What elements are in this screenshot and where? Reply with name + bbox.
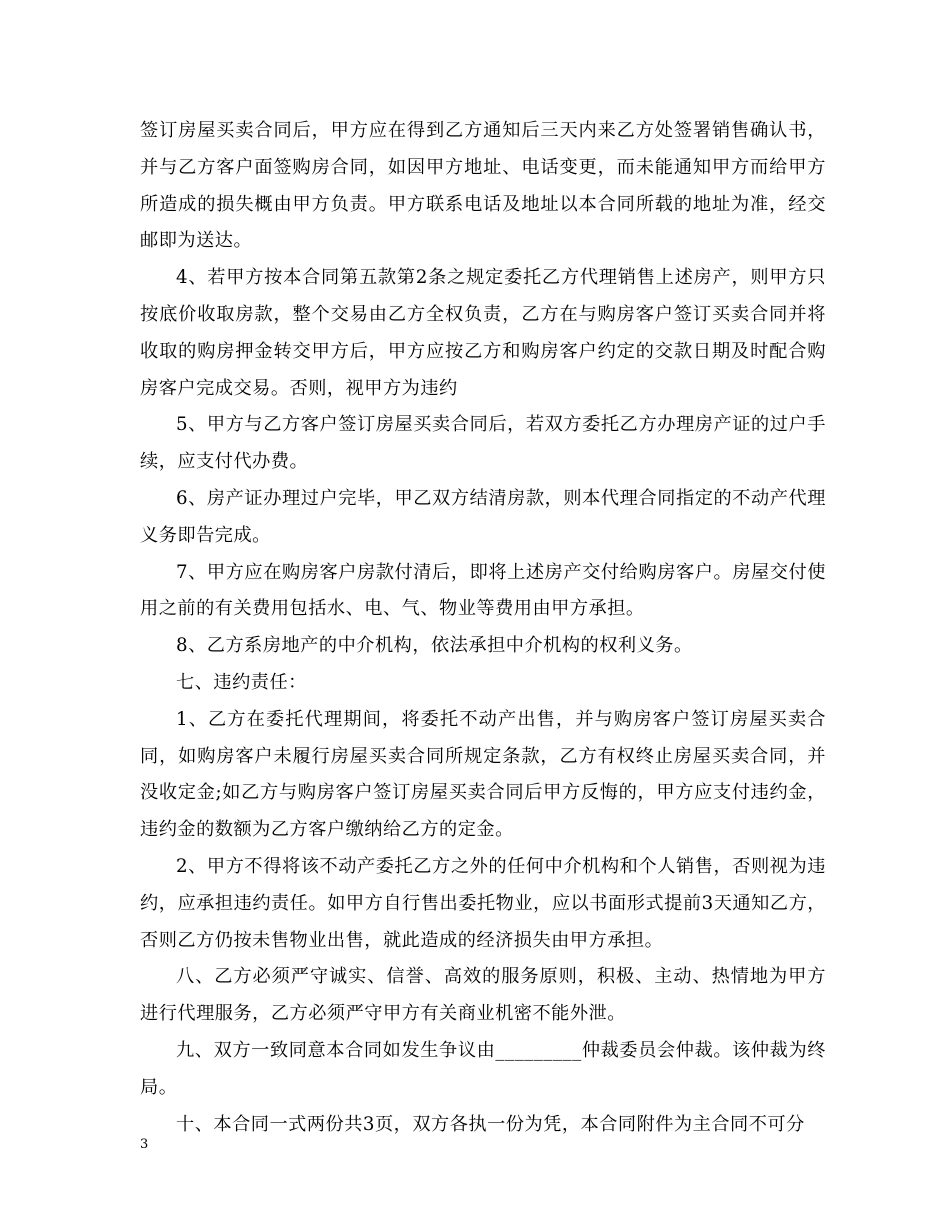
page-number: 3: [140, 1137, 149, 1152]
paragraph-continuation: 签订房屋买卖合同后，甲方应在得到乙方通知后三天内来乙方处签署销售确认书，并与乙方客户面签购房合同，如因甲方地址、电话变更，而未能通知甲方而给甲方所造成的损失概由甲方负责。甲方联系电话及地址以本合同所载的地址为准，经交邮即为送达。: [140, 120, 826, 252]
paragraph-clause-5: 5、甲方与乙方客户签订房屋买卖合同后，若双方委托乙方办理房产证的过户手续，应支付代办费。: [140, 414, 826, 473]
paragraph-clause-6: 6、房产证办理过户完毕，甲乙双方结清房款，则本代理合同指定的不动产代理义务即告完成。: [140, 487, 826, 546]
paragraph-clause-4: 4、若甲方按本合同第五款第2条之规定委托乙方代理销售上述房产，则甲方只按底价收取房款，整个交易由乙方全权负责，乙方在与购房客户签订买卖合同并将收取的购房押金转交甲方后，甲方应按乙方和购房客户约定的交款日期及时配合购房客户完成交易。否则，视甲方为违约: [140, 267, 826, 399]
paragraph-section-9-arbitration: 九、双方一致同意本合同如发生争议由_________仲裁委员会仲裁。该仲裁为终局。: [140, 1039, 826, 1098]
paragraph-clause-7: 7、甲方应在购房客户房款付清后，即将上述房产交付给购房客户。房屋交付使用之前的有关费用包括水、电、气、物业等费用由甲方承担。: [140, 561, 826, 620]
document-body: [140, 113, 826, 1143]
paragraph-breach-clause-1: 1、乙方在委托代理期间，将委托不动产出售，并与购房客户签订房屋买卖合同，如购房客户未履行房屋买卖合同所规定条款，乙方有权终止房屋买卖合同，并没收定金;如乙方与购房客户签订房屋买卖合同后甲方反悔的，甲方应支付违约金，违约金的数额为乙方客户缴纳给乙方的定金。: [140, 708, 826, 841]
paragraph-section-8: 八、乙方必须严守诚实、信誉、高效的服务原则，积极、主动、热情地为甲方进行代理服务，乙方必须严守甲方有关商业机密不能外泄。: [140, 966, 826, 1025]
section-heading-breach-liability: 七、违约责任：: [176, 671, 307, 693]
paragraph-clause-8: 8、乙方系房地产的中介机构，依法承担中介机构的权利义务。: [176, 635, 693, 657]
paragraph-breach-clause-2: 2、甲方不得将该不动产委托乙方之外的任何中介机构和个人销售，否则视为违约，应承担违约责任。如甲方自行售出委托物业，应以书面形式提前3天通知乙方，否则乙方仍按未售物业出售，就此造成的经济损失由甲方承担。: [140, 855, 826, 951]
paragraph-section-10: 十、本合同一式两份共3页，双方各执一份为凭，本合同附件为主合同不可分: [176, 1113, 805, 1135]
